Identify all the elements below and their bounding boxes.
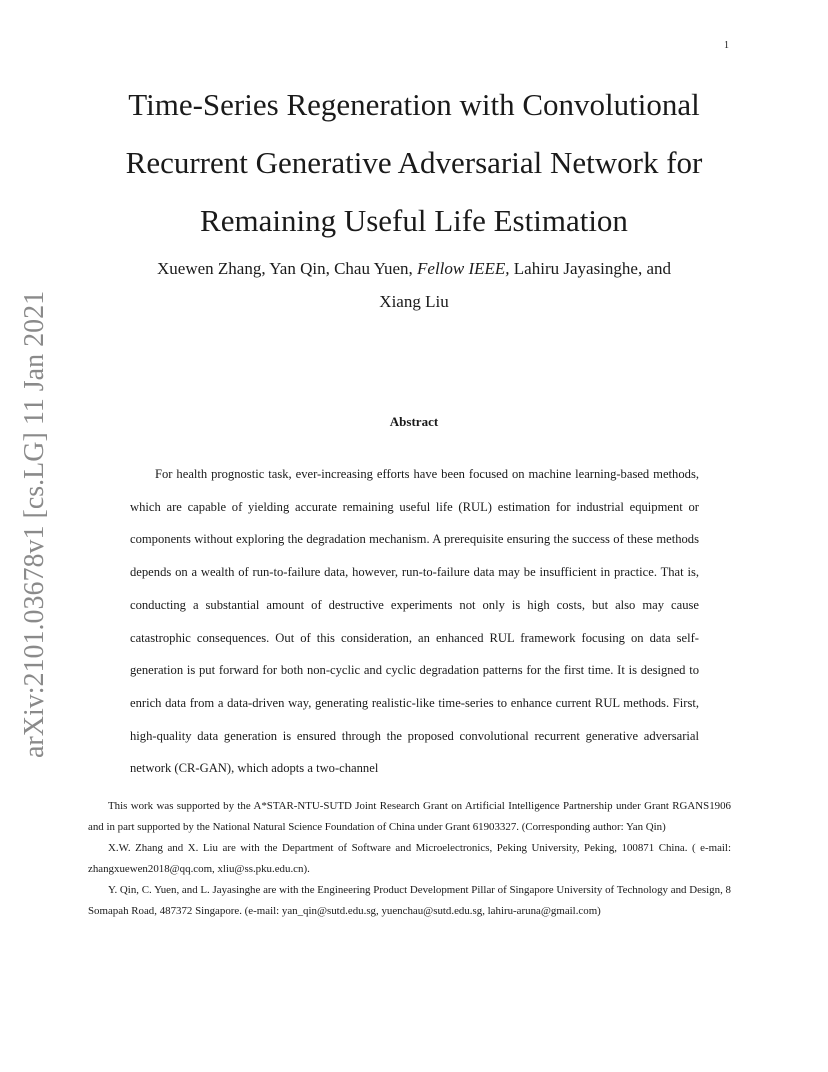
authors-line-2: Xiang Liu [379, 292, 449, 311]
abstract-heading: Abstract [389, 414, 439, 429]
paper-title [80, 76, 748, 250]
footnotes [88, 796, 731, 922]
author-list [80, 252, 748, 318]
footnote-funding: This work was supported by the A*STAR-NTU-SUTD Joint Research Grant on Artificial Intelligence Partnership under Grant RGANS1906 and in part supported by the National Natural Science Foundation of China under Grant 61903327. (Corresponding author: Yan Qin) [88, 800, 731, 833]
title-line-1: Time-Series Regeneration with Convolutional [128, 87, 700, 122]
page-number: 1 [724, 40, 729, 51]
abstract-body: For health prognostic task, ever-increasing efforts have been focused on machine learning-based methods, which are capable of yielding accurate remaining useful life (RUL) estimation for industrial equipment or components without exploring the degradation mechanism. A prerequisite ensuring the success of these methods depends on a wealth of run-to-failure data, however, run-to-failure data may be insufficient in practice. That is, conducting a substantial amount of destructive experiments not only is high costs, but also may cause catastrophic consequences. Out of this consideration, an enhanced RUL framework focusing on data self-generation is put forward for both non-cyclic and cyclic degradation patterns for the first time. It is designed to enrich data from a data-driven way, generating realistic-like time-series to enhance current RUL methods. First, high-quality data generation is ensured through the proposed convolutional recurrent generative adversarial network (CR-GAN), which adopts a two-channel [130, 467, 699, 776]
footnote-affiliation-sutd: Y. Qin, C. Yuen, and L. Jayasinghe are with the Engineering Product Development Pillar of Singapore University of Technology and Design, 8 Somapah Road, 487372 Singapore. (e-mail: yan_qin@sutd.edu.sg, yuenchau@sutd.edu.sg, lahiru-aruna@gmail.com) [88, 884, 731, 917]
authors-line-1: Xuewen Zhang, Yan Qin, Chau Yuen, Fellow IEEE, Lahiru Jayasinghe, and [157, 259, 671, 278]
title-line-2: Recurrent Generative Adversarial Network for [125, 145, 703, 180]
arxiv-identifier-stamp: arXiv:2101.03678v1 [cs.LG] 11 Jan 2021 [19, 290, 50, 758]
title-line-3: Remaining Useful Life Estimation [200, 203, 628, 238]
footnote-affiliation-pku: X.W. Zhang and X. Liu are with the Department of Software and Microelectronics, Peking University, Peking, 100871 China. ( e-mail: zhangxuewen2018@qq.com, xliu@ss.pku.edu.cn). [88, 842, 731, 875]
